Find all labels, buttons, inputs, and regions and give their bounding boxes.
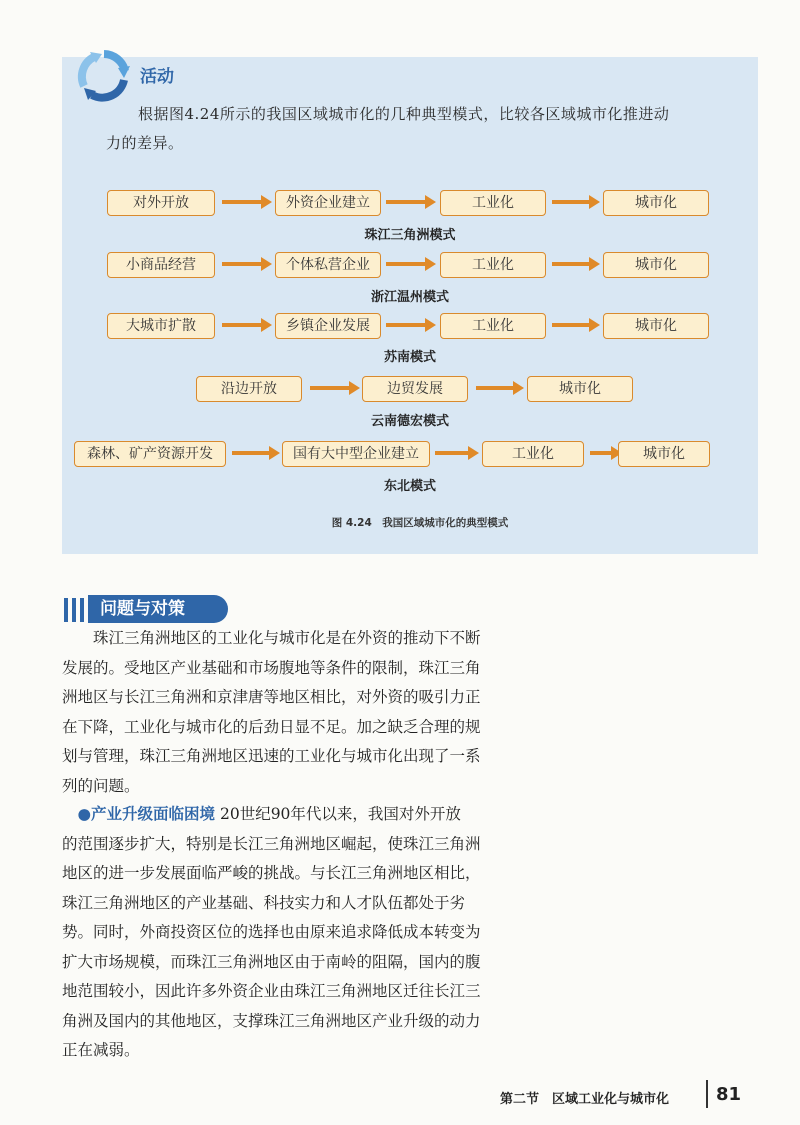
flow-box: 城市化	[603, 252, 709, 278]
flow-arrow	[386, 200, 426, 204]
flow-box: 森林、矿产资源开发	[74, 441, 226, 467]
flow-box: 小商品经营	[107, 252, 215, 278]
text-line: 珠江三角洲地区的产业基础、科技实力和人才队伍都处于劣	[62, 893, 466, 912]
activity-instruction	[106, 100, 736, 158]
flow-arrow	[435, 451, 469, 455]
page-number: 81	[716, 1084, 742, 1105]
activity-text-line: 力的差异。	[106, 134, 184, 152]
text-line: 地范围较小，因此许多外资企业由珠江三角洲地区迁往长江三	[62, 982, 481, 1000]
flow-arrow	[552, 262, 590, 266]
text-line: 20世纪90年代以来，我国对外开放	[215, 805, 461, 823]
flow-arrow	[476, 386, 514, 390]
section-title: 问题与对策	[88, 595, 228, 623]
flow-box: 工业化	[440, 252, 546, 278]
bullet-dot: ●	[62, 805, 92, 823]
text-line: 划与管理，珠江三角洲地区迅速的工业化与城市化出现了一系	[62, 747, 481, 765]
flow-arrow	[222, 262, 262, 266]
model-label: 珠江三角洲模式	[364, 228, 456, 243]
cycle-arrows-icon	[74, 48, 134, 102]
activity-text-line: 根据图4.24所示的我国区域城市化的几种典型模式，比较各区域城市化推进动	[138, 105, 670, 123]
paragraph-2	[62, 800, 532, 1066]
flow-box: 城市化	[603, 190, 709, 216]
text-line: 势。同时，外商投资区位的选择也由原来追求降低成本转变为	[62, 923, 481, 941]
model-label: 东北模式	[383, 479, 436, 494]
activity-title: 活动	[140, 67, 174, 87]
footer-divider	[706, 1080, 708, 1108]
flow-arrow	[386, 323, 426, 327]
flow-arrow	[232, 451, 270, 455]
flow-box: 工业化	[440, 190, 546, 216]
text-line: 角洲及国内的其他地区，支撑珠江三角洲地区产业升级的动力	[62, 1011, 481, 1030]
flow-box: 对外开放	[107, 190, 215, 216]
bullet-heading: 产业升级面临困境	[91, 805, 216, 823]
text-line: 正在减弱。	[62, 1041, 140, 1059]
flow-box: 大城市扩散	[107, 313, 215, 339]
flow-arrow	[552, 200, 590, 204]
flow-box: 沿边开放	[196, 376, 302, 402]
flow-box: 城市化	[527, 376, 633, 402]
flow-box: 个体私营企业	[275, 252, 381, 278]
paragraph-1	[62, 624, 532, 801]
text-line: 发展的。受地区产业基础和市场腹地等条件的限制，珠江三角	[62, 658, 481, 677]
flow-box: 外资企业建立	[275, 190, 381, 216]
flow-arrow	[552, 323, 590, 327]
text-line: 的范围逐步扩大，特别是长江三角洲地区崛起，使珠江三角洲	[62, 834, 481, 853]
text-line: 洲地区与长江三角洲和京津唐等地区相比，对外资的吸引力正	[62, 688, 481, 706]
text-line: 珠江三角洲地区的工业化与城市化是在外资的推动下不断	[62, 629, 481, 647]
model-label: 浙江温州模式	[370, 290, 449, 305]
chapter-footer: 第二节 区域工业化与城市化	[500, 1092, 670, 1107]
flow-arrow	[222, 200, 262, 204]
text-line: 地区的进一步发展面临严峻的挑战。与长江三角洲地区相比，	[62, 864, 481, 882]
text-line: 在下降，工业化与城市化的后劲日显不足。加之缺乏合理的规	[62, 717, 481, 736]
figure-caption: 图 4.24 我国区域城市化的典型模式	[331, 517, 509, 529]
text-line: 列的问题。	[62, 776, 140, 795]
flow-arrow	[222, 323, 262, 327]
text-line: 扩大市场规模，而珠江三角洲地区由于南岭的阻隔，国内的腹	[62, 952, 481, 971]
model-label: 苏南模式	[383, 350, 436, 365]
flow-box: 工业化	[440, 313, 546, 339]
flow-box: 国有大中型企业建立	[282, 441, 430, 467]
flow-arrow	[590, 451, 612, 455]
flow-arrow	[386, 262, 426, 266]
flow-box: 城市化	[618, 441, 710, 467]
flow-box: 城市化	[603, 313, 709, 339]
flow-arrow	[310, 386, 350, 390]
flow-box: 乡镇企业发展	[275, 313, 381, 339]
model-label: 云南德宏模式	[370, 414, 449, 429]
flow-box: 工业化	[482, 441, 584, 467]
flow-box: 边贸发展	[362, 376, 468, 402]
